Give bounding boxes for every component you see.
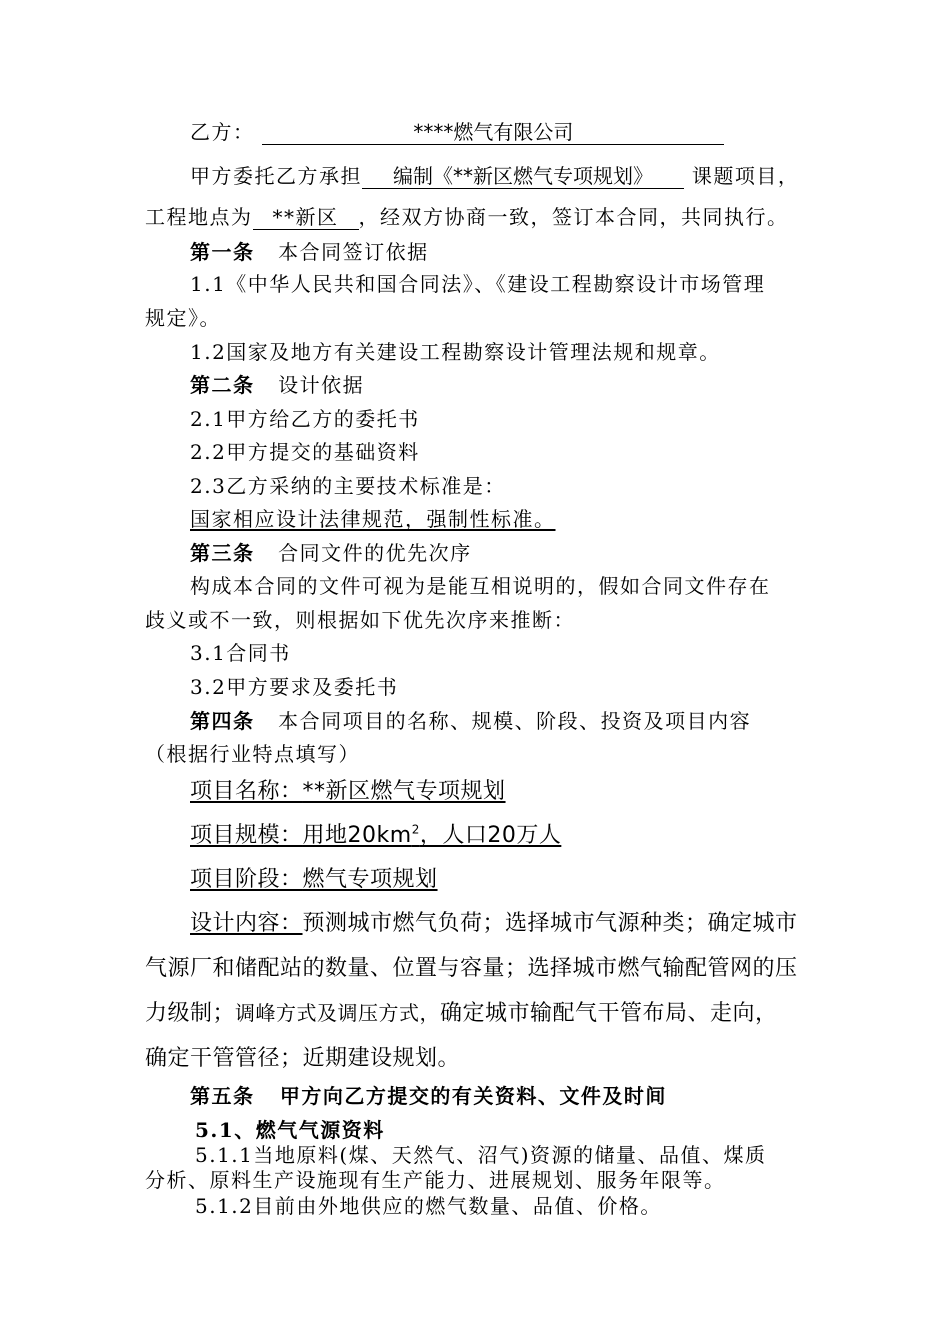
article-5-number: 第五条 xyxy=(190,1084,255,1108)
location-prefix: 工程地点为 xyxy=(145,205,253,229)
article-3-item-2: 3.2甲方要求及委托书 xyxy=(190,675,399,699)
article-3-title: 合同文件的优先次序 xyxy=(278,541,472,565)
intro-prefix: 甲方委托乙方承担 xyxy=(190,164,362,188)
article-1-item-2: 1.2国家及地方有关建设工程勘察设计管理法规和规章。 xyxy=(190,340,721,364)
project-scale-population: ，人口20万人 xyxy=(419,823,562,848)
article-2-title: 设计依据 xyxy=(278,373,365,397)
article-4-number: 第四条 xyxy=(190,709,255,733)
party-b-line xyxy=(190,116,724,145)
article-2-heading xyxy=(190,369,364,398)
article-1-title: 本合同签订依据 xyxy=(278,240,429,264)
project-name-value: **新区燃气专项规划 xyxy=(302,779,506,804)
design-content-line-3 xyxy=(145,996,778,1027)
article-5-title: 甲方向乙方提交的有关资料、文件及时间 xyxy=(279,1084,667,1108)
article-1-item-1-cont: 规定》。 xyxy=(145,306,221,330)
party-b-name: ****燃气有限公司 xyxy=(262,121,724,145)
intro-line-1 xyxy=(190,160,799,189)
article-3-heading xyxy=(190,537,472,566)
article-5-item-2: 5.1.2目前由外地供应的燃气数量、品值、价格。 xyxy=(195,1194,662,1218)
standards-text: 国家相应设计法律规范，强制性标准。 xyxy=(190,507,556,531)
project-stage-line xyxy=(190,862,438,893)
project-scale-label: 项目规模： xyxy=(190,823,303,848)
article-4-title: 本合同项目的名称、规模、阶段、投资及项目内容 xyxy=(278,709,752,733)
design-content-line-1 xyxy=(190,906,798,937)
article-4-note: （根据行业特点填写） xyxy=(145,742,360,766)
article-2-item-1: 2.1甲方给乙方的委托书 xyxy=(190,407,420,431)
design-content-text-1: 预测城市燃气负荷；选择城市气源种类；确定城市 xyxy=(302,911,798,936)
article-4-heading xyxy=(190,705,751,734)
design-content-text-3a: 力级制； xyxy=(145,1001,236,1026)
project-stage-label: 项目阶段： xyxy=(190,867,303,892)
location-suffix: ，经双方协商一致，签订本合同，共同执行。 xyxy=(358,205,789,229)
project-scale-value: 用地20km xyxy=(302,823,412,848)
article-1-heading xyxy=(190,236,429,265)
intro-line-2 xyxy=(145,201,789,230)
design-content-line-2: 气源厂和储配站的数量、位置与容量；选择城市燃气输配管网的压 xyxy=(145,956,798,981)
project-scale-line xyxy=(190,818,561,849)
article-2-number: 第二条 xyxy=(190,373,255,397)
project-stage-value: 燃气专项规划 xyxy=(302,867,438,892)
project-title-field: 编制《**新区燃气专项规划》 xyxy=(362,165,684,189)
article-1-number: 第一条 xyxy=(190,240,255,264)
article-5-heading xyxy=(190,1080,667,1109)
article-2-item-3: 2.3乙方采纳的主要技术标准是： xyxy=(190,474,506,498)
design-content-text-3b: 调峰方式及调压方式， xyxy=(235,1001,441,1025)
article-3-item-1: 3.1合同书 xyxy=(190,641,291,665)
project-name-label: 项目名称： xyxy=(190,779,303,804)
article-3-text-1: 构成本合同的文件可视为是能互相说明的，假如合同文件存在 xyxy=(190,574,771,598)
article-3-number: 第三条 xyxy=(190,541,255,565)
project-name-line xyxy=(190,774,506,805)
article-3-text-2: 歧义或不一致，则根据如下优先次序来推断： xyxy=(145,608,575,632)
intro-suffix: 课题项目， xyxy=(691,164,800,188)
area-unit-superscript: 2 xyxy=(411,822,420,837)
location-field: **新区 xyxy=(253,206,359,230)
article-5-item-1-cont: 分析、原料生产设施现有生产能力、进展规划、服务年限等。 xyxy=(145,1168,726,1192)
article-1-item-1: 1.1《中华人民共和国合同法》、《建设工程勘察设计市场管理 xyxy=(190,272,766,296)
design-content-line-4: 确定干管管径；近期建设规划。 xyxy=(145,1046,461,1071)
party-b-label: 乙方： xyxy=(190,120,255,144)
article-5-sub-1: 5.1、燃气气源资料 xyxy=(195,1118,385,1142)
article-5-item-1: 5.1.1当地原料(煤、天然气、沼气)资源的储量、品值、煤质 xyxy=(195,1143,767,1167)
design-content-text-3c: 确定城市输配气干管布局、走向， xyxy=(440,1001,778,1026)
design-content-label: 设计内容： xyxy=(190,911,303,936)
article-2-item-2: 2.2甲方提交的基础资料 xyxy=(190,440,420,464)
